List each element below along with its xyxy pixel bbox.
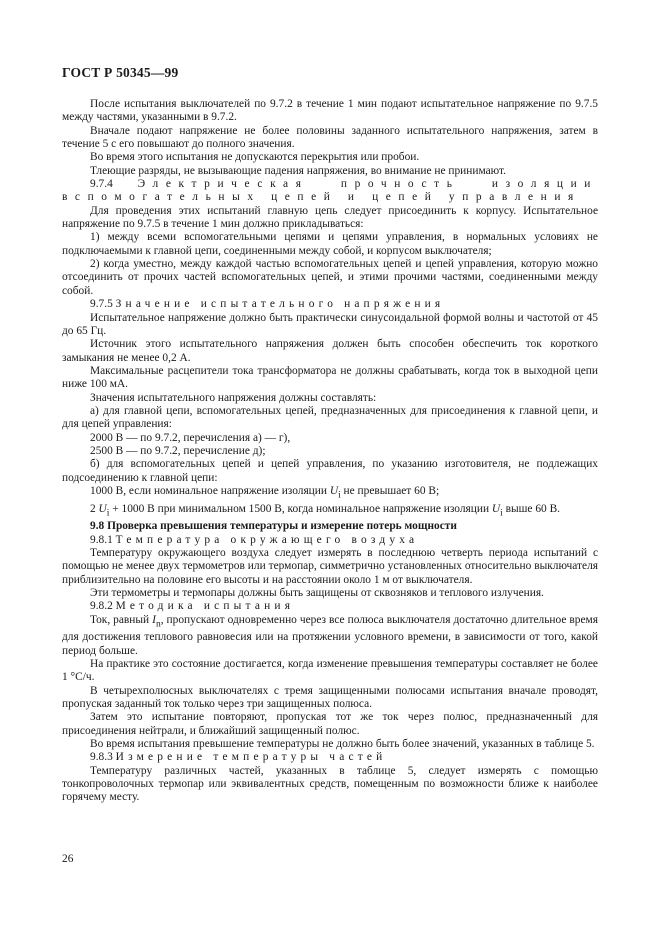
text-run: 1000 В, если номинальное напряжение изоляции [90,484,330,497]
list-item: 2) когда уместно, между каждой частью вспомогательных цепей и цепей управления, которую можно отсоединить от прочих частей вспомогательных цепей, и этими прочими частями, соединенными между собой. [62,258,598,297]
list-item: а) для главной цепи, вспомогательных цепей, предназначенных для присоединения к главной цепи, и для цепей управления: [62,404,598,431]
paragraph: Тлеющие разряды, не вызывающие падения напряжения, во внимание не принимают. [90,164,506,177]
list-item: б) для вспомогательных цепей и цепей управления, по указанию изготовителя, не подлежащих подсоединению к главной цепи: [62,458,598,484]
section-heading-9-8: 9.8 Проверка превышения температуры и измерение потерь мощности [90,520,457,533]
section-number: 9.8.1 [90,533,113,546]
section-number: 9.7.4 [90,178,113,191]
paragraph: На практике это состояние достигается, когда изменение превышения температуры составляет не более 1 °С/ч. [62,657,598,684]
paragraph: Во время испытания превышение температуры не должно быть более значений, указанных в таблице 5. [90,738,595,750]
section-title: Методика испытания [115,600,295,613]
subscript-i: i [338,490,341,501]
list-item: 1) между всеми вспомогательными цепями и цепями управления, в нормальных условиях не подключаемыми к главной цепи, соединенными между собой, и корпусом выключателя; [62,231,598,257]
section-heading-9-8-3 [62,751,598,764]
page-number: 26 [62,853,74,865]
text-run: 2 [90,502,99,515]
section-title: Значение испытательного напряжения [115,298,445,311]
paragraph: Эти термометры и термопары должны быть защищены от сквозняков и теплового излучения. [90,586,544,599]
section-title: Измерение температуры частей [115,751,387,764]
section-heading-9-7-5 [62,298,598,311]
symbol-u: U [98,502,107,515]
section-number: 9.8.3 [90,751,113,764]
section-number: 9.8.2 [90,600,113,613]
paragraph: Испытательное напряжение должно быть практически синусоидальной формой волны и частотой от 45 до 65 Гц. [62,311,598,337]
list-item: 2000 В — по 9.7.2, перечисления а) — г), [90,431,291,444]
paragraph: Температуру различных частей, указанных в таблице 5, следует измерять с помощью тонкопроволочных термопар или эквивалентных средств, помещенным по возможности ближе к наиболее горячему месту. [62,764,598,804]
paragraph: Для проведения этих испытаний главную цепь следует присоединить к корпусу. Испытательное напряжение по 9.7.5 в течение 1 мин должно прикладываться: [62,204,598,231]
text-run: , пропускают одновременно через все полюса выключателя достаточно длительное время для достижения теплового равновесия или на протяжении условного времени, в зависимости от того, какой период больше. [62,613,598,657]
list-item [62,503,598,521]
section-title: Температура окружающего воздуха [115,533,419,546]
paragraph: В четырехполюсных выключателях с тремя защищенными полюсами испытания вначале проводят, пропуская заданный ток только через три защищенных полюса. [62,684,598,710]
paragraph: Температуру окружающего воздуха следует измерять в последнюю четверть периода испытаний с помощью не менее двух термометров или термопар, симметрично установленных относительно выключателя приблизительно на половине его высоты и на расстоянии около 1 м от выключателя. [62,546,598,586]
section-heading-9-8-1 [62,534,598,547]
paragraph: Значения испытательного напряжения должны составлять: [90,391,377,404]
text-run: + 1000 В при минимальном 1500 В, когда номинальное напряжение изоляции [109,502,492,515]
symbol-i: I [152,613,156,626]
subscript-i: i [106,507,110,518]
list-item [62,485,598,503]
paragraph: После испытания выключателей по 9.7.2 в течение 1 мин подают испытательное напряжение по 9.7.5 между частями, указанными в 9.7.2. [62,98,598,124]
paragraph: Источник этого испытательного напряжения должен быть способен обеспечить ток короткого замыкания не менее 0,2 А. [62,338,598,364]
subscript-i: i [500,507,503,518]
section-number: 9.7.5 [90,298,113,311]
text-run: выше 60 В. [502,502,561,515]
list-item: 2500 В — по 9.7.2, перечисление д); [90,444,266,457]
paragraph: Вначале подают напряжение не более половины заданного испытательного напряжения, затем в течение 5 с его повышают до полного значения. [62,124,598,151]
section-heading-9-7-4 [62,178,598,205]
text-run: не превышает 60 В; [340,484,440,497]
symbol-u: U [329,484,339,497]
section-heading-9-8-2 [62,600,598,613]
text-run: Ток, равный [90,613,153,626]
document-header: ГОСТ Р 50345—99 [62,65,179,80]
subscript-n: n [155,618,161,629]
symbol-u: U [491,502,501,515]
section-title: Электрическая прочность изоляции вспомогательных цепей и цепей управления [62,178,598,204]
document-body [62,98,598,805]
paragraph: Затем это испытание повторяют, пропуская тот же ток через полюс, предназначенный для присоединения нейтрали, и ближайший защищенный полюс. [62,711,598,737]
paragraph [62,614,598,658]
paragraph: Максимальные расцепители тока трансформатора не должны срабатывать, когда ток в выходной цепи ниже 100 мА. [62,364,598,391]
paragraph: Во время этого испытания не допускаются перекрытия или пробои. [90,151,420,164]
